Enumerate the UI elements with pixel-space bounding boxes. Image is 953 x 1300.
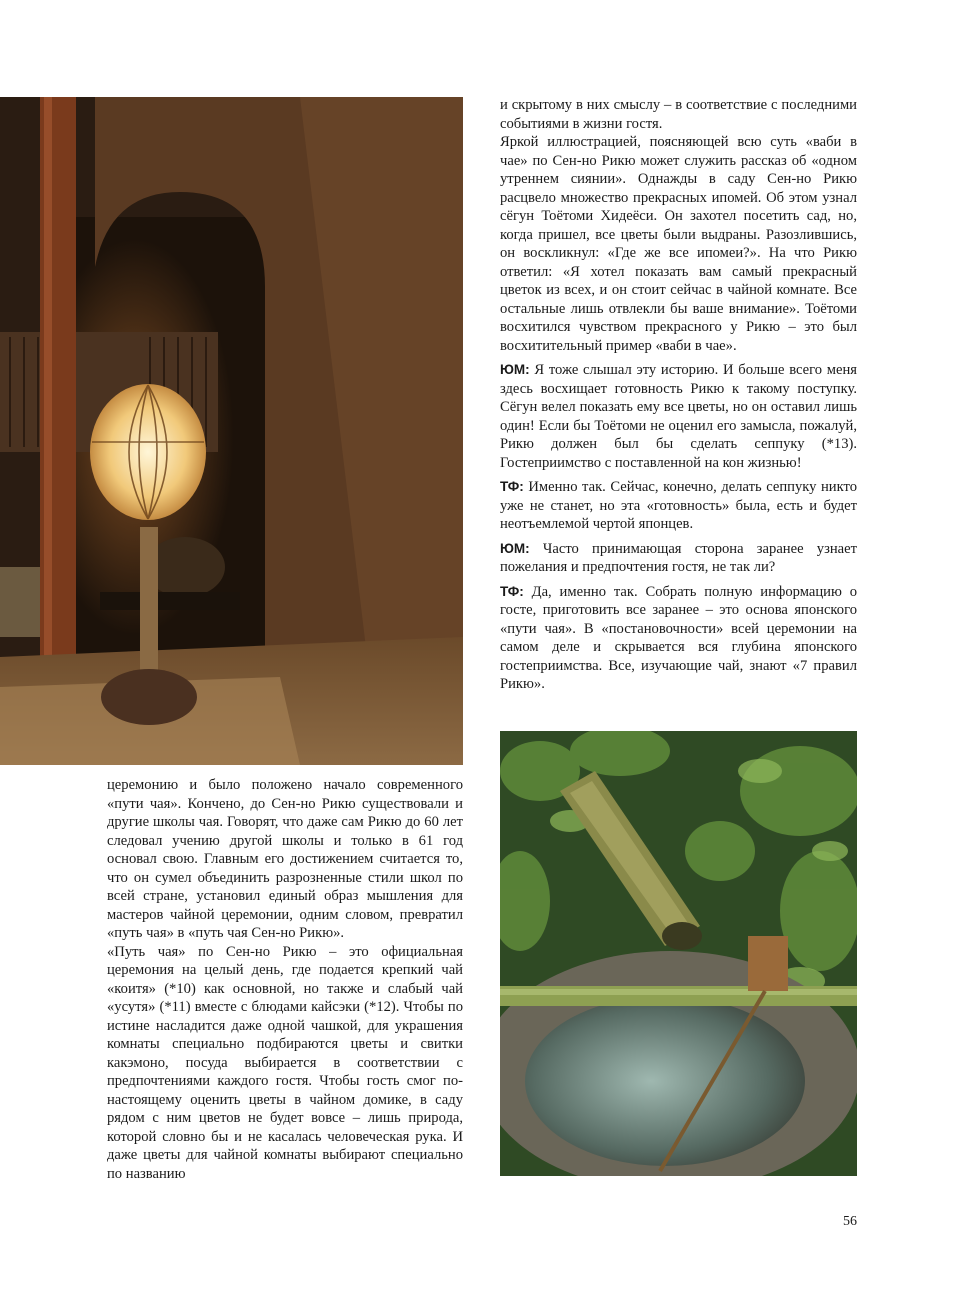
- tea-room-lamp-photo: [0, 97, 463, 765]
- dialog-entry: [500, 361, 857, 472]
- dialog-text: Именно так. Сейчас, конечно, делать сеппуку никто уже не станет, но эта «готовность» была, есть и будет неотъемлемой чертой японцев.: [500, 479, 857, 532]
- dialog-entry: [500, 478, 857, 534]
- speaker-label: ЮМ:: [500, 362, 530, 377]
- paragraph-morning-glory-story: Яркой иллюстрацией, поясняющей всю суть «ваби в чае» по Сен-но Рикю может служить рассказ об «одном утреннем сиянии». Однажды в саду Сен-но Рикю расцвело множество прекрасных ипомей. Об этом узнал сёгун Тоётоми Хидеёси. Он захотел посетить сад, но, когда пришел, все цветы были выдраны. Разозлившись, он воскликнул: «Где же все ипомеи?». На что Рикю ответил: «Я хотел показать вам самый прекрасный цветок из всех, и он стоит сейчас в чайной комнате. Все остальные лишь отвлекли бы ваше внимание». Тоётоми восхитился чувством прекрасного у Рикю – это был восхитительный пример «ваби в чае».: [500, 134, 857, 354]
- right-column-text: [500, 96, 857, 694]
- speaker-label: ТФ:: [500, 479, 524, 494]
- paragraph-way-of-tea: «Путь чая» по Сен-но Рикю – это официальная церемония на целый день, где подается крепкий чай «коитя» (*10) как основной, но также и слабый чай «усутя» (*11) вместе с блюдами кайсэки (*12). Чтобы по истине насладится даже одной чашкой, для украшения комнаты специально подбираются цветы и свитки какэмоно, посуда выбирается в соответствии с предпочтениями каждого гостя. Чтобы гость смог по-настоящему оценить цветы в чайном домике, в саду рядом с ним цветов не будет вовсе – лишь природа, которой словно бы и не касалась человеческая рука. И даже цветы для чайной комнаты выбирают специально по названию: [107, 943, 463, 1182]
- bamboo-photo-illustration: [500, 731, 857, 1176]
- dialog-entry: [500, 583, 857, 694]
- paragraph-continuation: и скрытому в них смыслу – в соответствие с последними событиями в жизни гостя.: [500, 97, 857, 132]
- dialog-entry: [500, 540, 857, 577]
- lamp-photo-illustration: [0, 97, 463, 765]
- paragraph-history: церемонию и было положено начало современного «пути чая». Кончено, до Сен-но Рикю существовали и другие школы чая. Говорят, что даже сам Рикю до 60 лет следовал учению другой школы и только в 61 год основал свою. Главным его достижением считается то, что он сумел объединить разрозненные стили школ по всей стране, установил единый образ мышления для мастеров чайной церемонии, одним словом, превратил «путь чая» в «путь чая Сен-но Рикю».: [107, 777, 463, 941]
- bamboo-spout-photo: [500, 731, 857, 1176]
- dialog-text: Да, именно так. Собрать полную информацию о госте, приготовить все заранее – это основа японского «пути чая». В «постановочности» всей церемонии на самом деле и скрывается вся глубина японского гостеприимства. Все, изучающие чай, знают «7 правил Рикю».: [500, 583, 857, 692]
- page-number: 56: [843, 1214, 857, 1229]
- speaker-label: ЮМ:: [500, 540, 530, 556]
- speaker-label: ТФ:: [500, 583, 524, 599]
- left-column-text: [107, 776, 463, 1183]
- dialog-text: Часто принимающая сторона заранее узнает пожелания и предпочтения гостя, не так ли?: [500, 540, 857, 575]
- dialog-text: Я тоже слышал эту историю. И больше всего меня здесь восхищает готовность Рикю к такому поступку. Сёгун велел показать ему все цветы, но он оставил лишь один! Если бы Тоётоми не оценил его замысла, пожалуй, Рикю должен был бы сделать сеппуку (*13). Гостеприимство с поставленной на кон жизнью!: [500, 362, 857, 471]
